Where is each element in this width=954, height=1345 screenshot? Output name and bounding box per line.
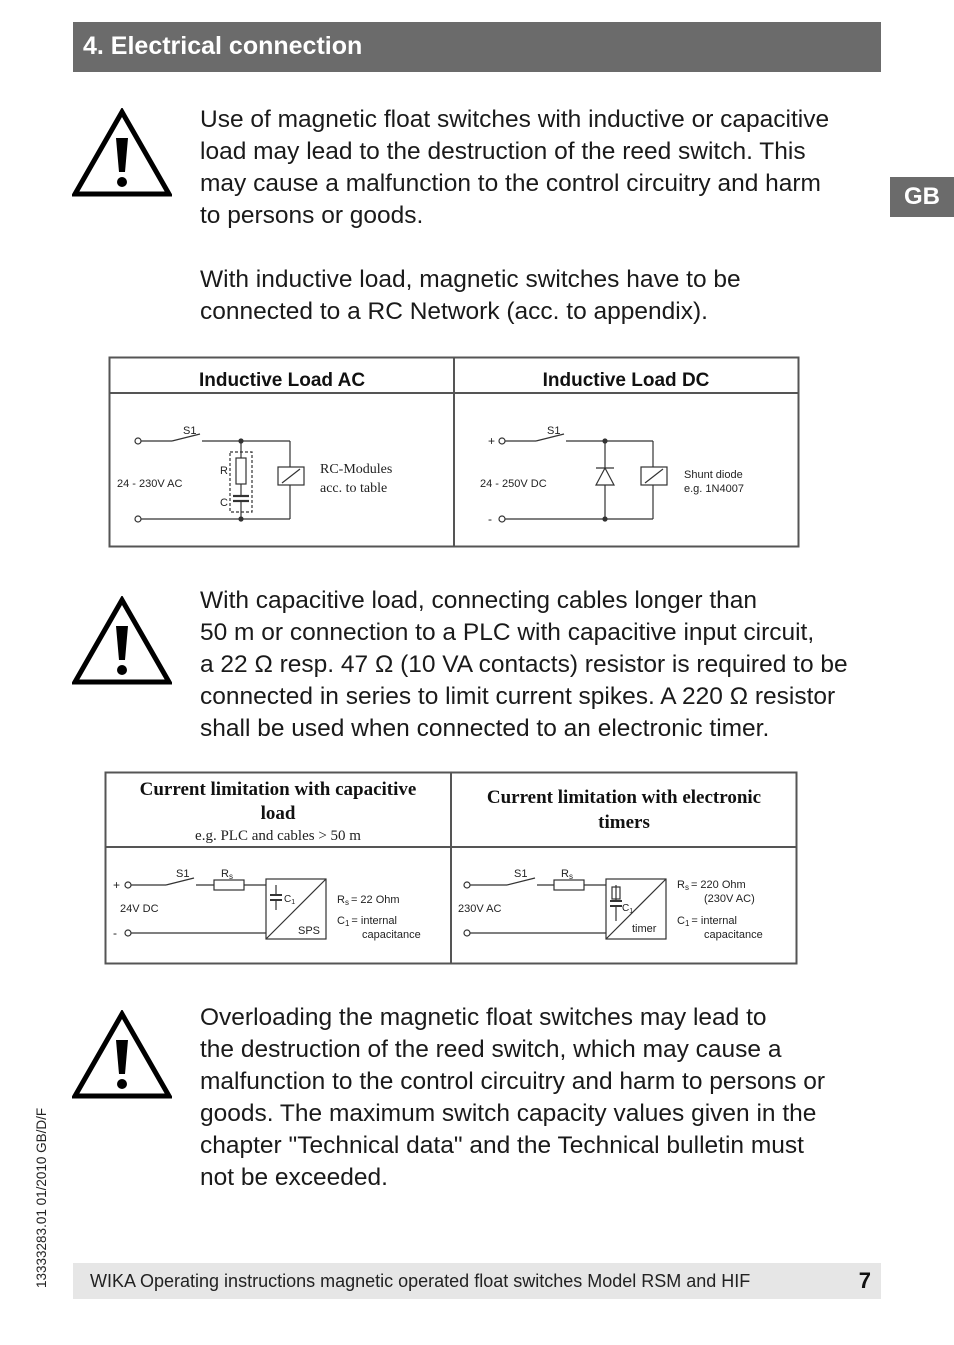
svg-text:capacitance: capacitance — [704, 929, 763, 941]
svg-text:24 - 250V DC: 24 - 250V DC — [480, 478, 547, 490]
document-code: 13333283.01 01/2010 GB/D/F — [34, 1107, 49, 1288]
svg-text:R: R — [220, 465, 228, 477]
language-tab: GB — [890, 177, 954, 217]
warning-text-1: Use of magnetic float switches with inductive or capacitive load may lead to the destruction of the reed switch. This may cause a malfunction to the control circuitry and harm to persons or goods. — [200, 106, 830, 229]
dc-title: Inductive Load DC — [542, 370, 710, 391]
warning-text-2: With capacitive load, connecting cables longer than 50 m or connection to a PLC with capacitive input circuit, a 22 Ω resp. 47 Ω (10 VA contacts) resistor is required to be connected in series to limit current spikes. A 220 Ω resistor shall be used when connected to an electronic timer. — [200, 587, 848, 742]
warning-triangle-icon — [72, 596, 172, 686]
svg-text:e.g. 1N4007: e.g. 1N4007 — [684, 483, 744, 495]
svg-text:S1: S1 — [514, 868, 528, 880]
section-title: 4. Electrical connection — [83, 32, 363, 60]
svg-text:Current limitation with electr: Current limitation with electronic — [486, 787, 762, 808]
svg-text:-: - — [488, 512, 492, 526]
warning-triangle-icon — [72, 1010, 172, 1100]
svg-text:e.g. PLC and cables > 50 m: e.g. PLC and cables > 50 m — [195, 828, 361, 844]
svg-text:Rs= 220 Ohm: Rs = 220 Ohm — [677, 879, 746, 892]
svg-text:230V AC: 230V AC — [458, 903, 502, 915]
svg-text:Rs: Rs — [221, 868, 233, 881]
svg-text:Current limitation with capaci: Current limitation with capacitive — [139, 779, 417, 800]
ac-title: Inductive Load AC — [198, 370, 366, 391]
warning-text-3: Overloading the magnetic float switches may lead to the destruction of the reed switch, which may cause a malfunction to the control circuitry and harm to persons or goods. The maximum switch capacity values given in the chapter "Technical data" and the Technical bulletin must not be exceeded. — [200, 1004, 826, 1191]
svg-text:-: - — [113, 926, 117, 940]
svg-text:load: load — [260, 803, 296, 824]
page-number: 7 — [858, 1268, 871, 1293]
svg-text:24V DC: 24V DC — [120, 903, 159, 915]
inductive-load-note: With inductive load, magnetic switches have to be connected to a RC Network (acc. to appendix). — [200, 266, 741, 325]
svg-text:S1: S1 — [547, 425, 561, 437]
svg-text:(230V AC): (230V AC) — [704, 893, 755, 905]
footer-text: WIKA Operating instructions magnetic operated float switches Model RSM and HIF — [90, 1271, 751, 1291]
svg-text:C1= internal: C1 = internal — [337, 915, 397, 928]
inductive-load-diagram — [108, 356, 800, 549]
svg-text:capacitance: capacitance — [362, 929, 421, 941]
svg-text:C1= internal: C1 = internal — [677, 915, 737, 928]
svg-text:timers: timers — [598, 812, 650, 833]
svg-text:Rs: Rs — [561, 868, 573, 881]
svg-text:C1: $C_1$ — [284, 894, 296, 906]
capacitive-load-diagram — [104, 771, 798, 966]
svg-text:C: C — [220, 497, 228, 509]
svg-text:S1: S1 — [176, 868, 190, 880]
svg-text:SPS: SPS — [298, 925, 321, 937]
svg-text:+: + — [488, 434, 496, 448]
page-footer — [73, 1263, 881, 1299]
svg-text:Shunt diode: Shunt diode — [684, 469, 743, 481]
warning-triangle-icon — [72, 108, 172, 198]
svg-text:acc. to table: acc. to table — [320, 481, 388, 496]
svg-text:timer: timer — [632, 923, 657, 935]
svg-text:24 - 230V AC: 24 - 230V AC — [117, 478, 183, 490]
svg-text:RC-Modules: RC-Modules — [320, 462, 393, 477]
svg-text:Rs= 22 Ohm: Rs = 22 Ohm — [337, 894, 400, 907]
svg-text:+: + — [113, 878, 121, 892]
section-header — [73, 22, 881, 72]
svg-text:S1: S1 — [183, 425, 197, 437]
svg-text:C1: $C_1$ — [622, 903, 634, 915]
